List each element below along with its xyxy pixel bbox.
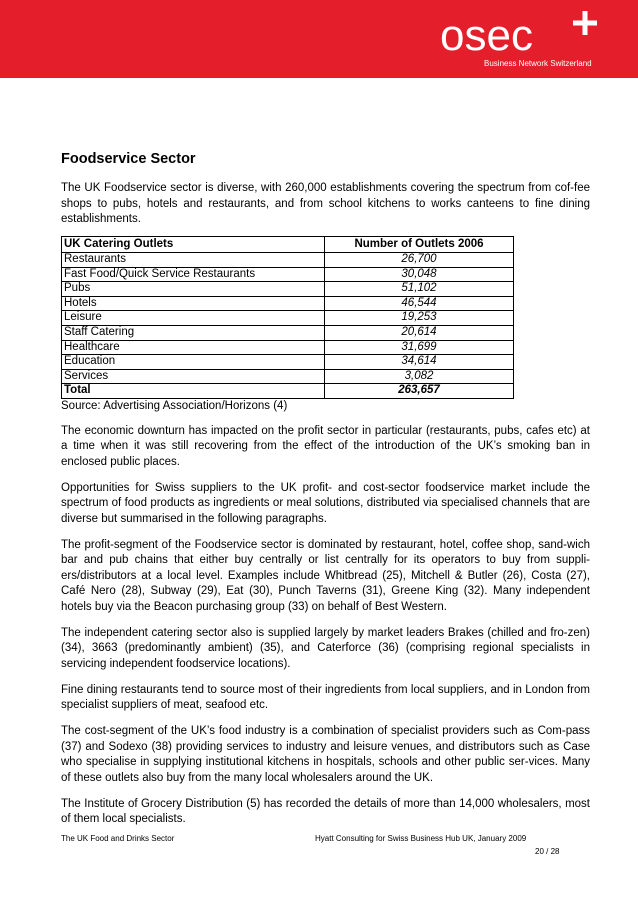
- body-paragraph: Fine dining restaurants tend to source most of their ingredients from local suppliers, and in London from specialist suppliers of meat, seafood etc.: [61, 683, 590, 712]
- table-row: [62, 253, 514, 268]
- table-row: [62, 326, 514, 341]
- footer-author: Hyatt Consulting for Swiss Business Hub UK, January 2009: [315, 834, 527, 843]
- table-row: [62, 296, 514, 311]
- table-total-row: [62, 384, 514, 399]
- body-paragraph: The cost-segment of the UK’s food industry is a combination of specialist providers such as Com-pass (37) and Sodexo (38) providing services to industry and leisure venues, and distributors such as Case who specialise in supplying institutional kitchens in hospitals, schools and other public ser-vices. Many of these outlets also buy from the many local wholesalers around the UK.: [61, 725, 590, 784]
- table-row: [62, 369, 514, 384]
- row-name: Hotels: [62, 296, 325, 311]
- row-name: Services: [62, 369, 325, 384]
- row-value: 26,700: [325, 253, 514, 268]
- body-paragraph: The Institute of Grocery Distribution (5) has recorded the details of more than 14,000 wholesalers, most of them local specialists.: [61, 797, 590, 826]
- table-row: [62, 340, 514, 355]
- osec-logo: [440, 12, 610, 72]
- row-name: Healthcare: [62, 340, 325, 355]
- logo-wordmark: osec: [440, 11, 533, 60]
- page-title: Foodservice Sector: [61, 151, 196, 167]
- row-name: Education: [62, 355, 325, 370]
- row-name: Staff Catering: [62, 326, 325, 341]
- catering-outlets-table: [61, 236, 514, 400]
- row-name: Fast Food/Quick Service Restaurants: [62, 267, 325, 282]
- row-name: Pubs: [62, 282, 325, 297]
- table-header-row: [62, 236, 514, 253]
- row-value: 3,082: [325, 369, 514, 384]
- body-paragraph: The profit-segment of the Foodservice sector is dominated by restaurant, hotel, coffee shop, sand-wich bar and pub chains that either buy centrally or list centrally for its operators to buy from suppli-ers/distributors at a local level. Examples include Whitbread (25), Mitchell & Butler (26), Costa (27), Café Nero (28), Subway (29), Eat (30), Punch Taverns (31), Greene King (32). Many independent hotels buy via the Beacon purchasing group (33) on behalf of Best Western.: [61, 538, 590, 613]
- row-value: 34,614: [325, 355, 514, 370]
- table-row: [62, 282, 514, 297]
- table-row: [62, 355, 514, 370]
- logo-plus-icon: [570, 8, 600, 38]
- row-name: Restaurants: [62, 253, 325, 268]
- table-row: [62, 311, 514, 326]
- body-paragraph: Opportunities for Swiss suppliers to the UK profit- and cost-sector foodservice market include the spectrum of food products as ingredients or meal solutions, distributed via specialised channels that are diverse but summarised in the following paragraphs.: [61, 481, 590, 525]
- column-header-number-text: Number of Outlets 2006: [354, 237, 484, 250]
- table-source: Source: Advertising Association/Horizons (4): [61, 400, 288, 413]
- header-band: [0, 0, 638, 78]
- row-value: 51,102: [325, 282, 514, 297]
- total-value: 263,657: [325, 384, 514, 399]
- row-name: Leisure: [62, 311, 325, 326]
- body-paragraph: The independent catering sector also is supplied largely by market leaders Brakes (chilled and fro-zen) (34), 3663 (predominantly ambient) (35), and Caterforce (36) (comprising regional specialists in servicing independent foodservice locations).: [61, 626, 590, 670]
- row-value: 30,048: [325, 267, 514, 282]
- logo-tagline: Business Network Switzerland: [484, 59, 592, 68]
- page-content: [61, 150, 590, 828]
- column-header-outlets: UK Catering Outlets: [62, 236, 325, 253]
- row-value: 19,253: [325, 311, 514, 326]
- row-value: 31,699: [325, 340, 514, 355]
- table-row: [62, 267, 514, 282]
- page-number: 20 / 28: [535, 847, 560, 856]
- body-paragraph: The economic downturn has impacted on the profit sector in particular (restaurants, pubs, cafes etc) at a time when it was still recovering from the effect of the introduction of the UK’s smoking ban in enclosed public places.: [61, 424, 590, 468]
- intro-paragraph: The UK Foodservice sector is diverse, with 260,000 establishments covering the spectrum from cof-fee shops to pubs, hotels and restaurants, and from school kitchens to works canteens to fine dining establishments.: [61, 182, 590, 225]
- footer-document-title: The UK Food and Drinks Sector: [61, 834, 175, 843]
- column-header-number: [325, 236, 514, 253]
- row-value: 46,544: [325, 296, 514, 311]
- total-label: Total: [62, 384, 325, 399]
- row-value: 20,614: [325, 326, 514, 341]
